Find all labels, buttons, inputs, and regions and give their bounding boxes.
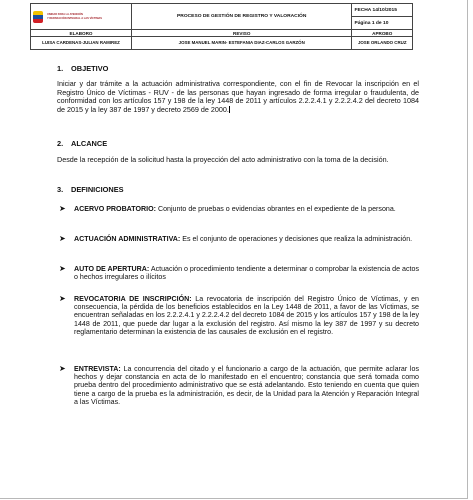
alcance-paragraph: Desde la recepción de la solicitud hasta la proyección del acto administrativo con la toma de la decisión. [57,155,389,164]
aprobo-names: JOSE ORLANDO CRUZ [352,37,413,50]
colombia-shield-icon [33,11,43,23]
definition-item: ➤ AUTO DE APERTURA: Actuación o procedimiento tendiente a determinar o comprobar la existencia de actos o hechos irregulares o ilícitos [59,264,419,282]
section-heading-objetivo: 1. OBJETIVO [57,64,109,73]
page-number: Página 1 de 10 [352,17,413,30]
bullet-icon: ➤ [59,234,66,243]
definition-item: ➤ ACERVO PROBATORIO: Conjunto de pruebas o evidencias obrantes en el expediente de la persona. [59,204,396,213]
process-title: PROCESO DE GESTIÓN DE REGISTRO Y VALORACIÓN [132,4,352,30]
logo-text-line-2: Y REPARACIÓN INTEGRAL A LAS VÍCTIMAS [47,16,102,20]
aprobo-header: APROBO [352,30,413,37]
bullet-icon: ➤ [59,204,66,213]
section-heading-alcance: 2. ALCANCE [57,139,108,148]
bullet-icon: ➤ [59,264,66,273]
section-heading-definiciones: 3. DEFINICIONES [57,185,124,194]
bullet-icon: ➤ [59,294,66,303]
logo-text-line-1: UNIDAD PARA LA ATENCIÓN [47,12,83,16]
definition-item: ➤ ACTUACIÓN ADMINISTRATIVA: Es el conjunto de operaciones y decisiones que realiza la administración. [59,234,413,243]
logo-cell [31,4,132,30]
unidad-victimas-logo [33,9,129,25]
reviso-header: REVISO [132,30,352,37]
definition-item: ➤ ENTREVISTA: La concurrencia del citado y el funcionario a cargo de la actuación, que permite aclarar los hechos y dejar constancia en acta de lo manifestado en el encuentro; constancia que será tomada como prueba dentro del procedimiento administrativo que se está adelantando. Esto teniendo en cuenta que quien tiene a cargo de la prueba es la administración, es decir, de la Unidad para la Atención y Reparación Integral a las Víctimas. [59,364,419,406]
elaboro-header: ELABORO [31,30,132,37]
document-date: FECHA 14/10/2015 [352,4,413,17]
document-header-table [30,3,413,50]
definition-item: ➤ REVOCATORIA DE INSCRIPCIÓN: La revocatoria de inscripción del Registro Único de Víctimas, y en consecuencia, la pérdida de los beneficios establecidos en la Ley 1448 de 2011, a favor de las Víctimas, se encuentran señaladas en los 2.2.2.4.1 y 2.2.2.4.2 del decreto 1084 de 2015 y los artículos 157 y 198 de la ley 1448 de 2011, que puede dar lugar a la exclusión del registro. Así mismo la ley 387 de 1997 y su decreto reglamentario determinan la existencia de las causales de exclusión en el registro. [59,294,419,336]
text-cursor [229,106,230,113]
elaboro-names: LUISA CARDENAS-JULIAN RAMIREZ [31,37,132,50]
objetivo-paragraph[interactable]: Iniciar y dar trámite a la actuación administrativa correspondiente, con el fin de Revocar la inscripción en el Registro Único de Víctimas - RUV - de las personas que hayan ingresado de forma irregular o fraudulenta, de conformidad con los artículos 157 y 198 de la ley 1448 de 2011 y artículos 2.2.2.4.1 y 2.2.2.4.2 del decreto 1084 de 2015 y la ley 387 de 1997 y decreto 2569 de 2000. [57,79,419,114]
bullet-icon: ➤ [59,364,66,373]
reviso-names: JOSE MANUEL MARIN- ESTEFANIA DIAZ-CARLOS GARZÓN [132,37,352,50]
